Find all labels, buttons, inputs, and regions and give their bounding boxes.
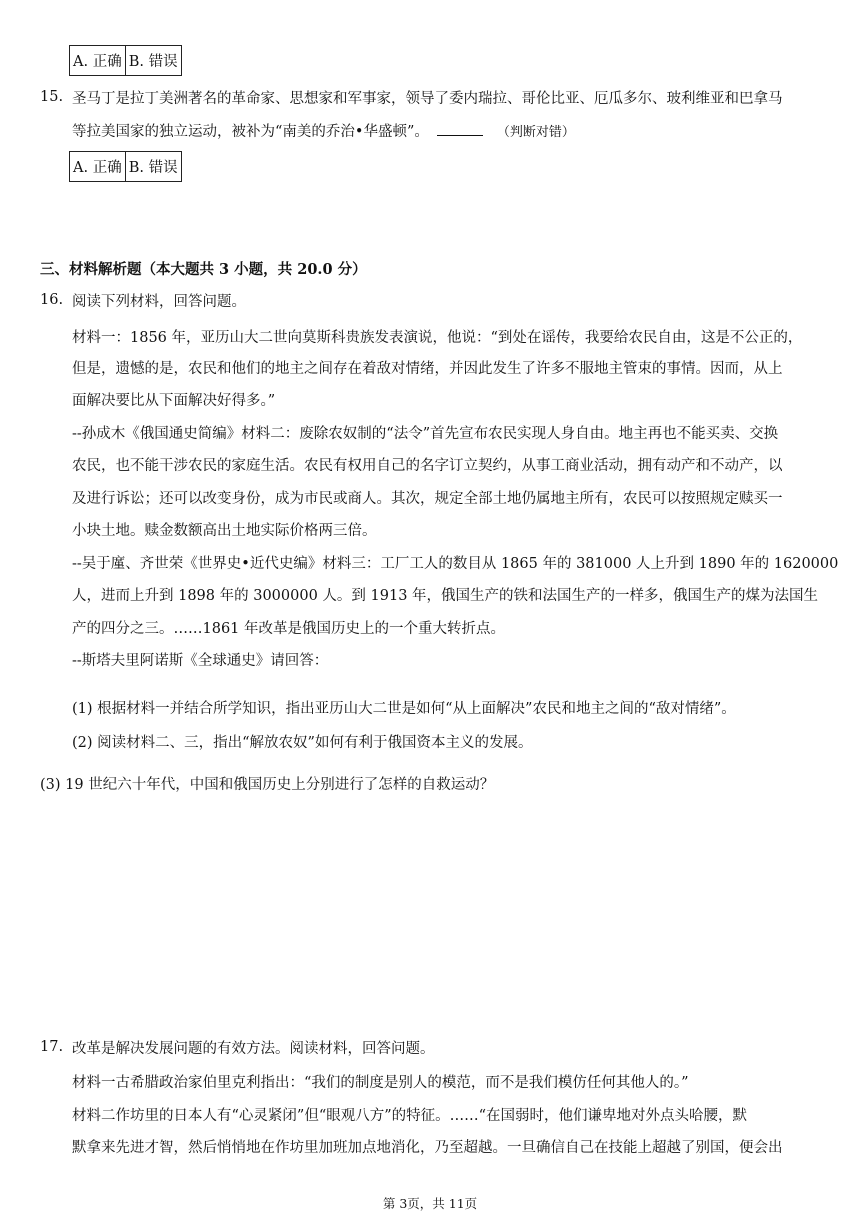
q15-hint: （判断对错） (496, 125, 575, 140)
q16-intro: 阅读下列材料，回答问题。 (72, 294, 246, 310)
q14-option-a[interactable]: A. 正确 (70, 46, 126, 76)
q17-material2-line2: 默拿来先进才智，然后悄悄地在作坊里加班加点地消化，乃至超越。一旦确信自己在技能上超越了别国，便会出 (72, 1140, 783, 1156)
q15-number: 15. (40, 89, 64, 105)
q16-material1-line1: 材料一：1856 年，亚历山大二世向莫斯科贵族发表演说，他说：“到处在谣传，我要给农民自由，这是不公正的， (72, 330, 803, 346)
q16-material2-line1: --孙成木《俄国通史简编》材料二：废除农奴制的“法令”首先宣布农民实现人身自由。地主再也不能买卖、交换 (72, 426, 779, 442)
q17-number: 17. (40, 1039, 64, 1055)
q17-material2-line1: 材料二作坊里的日本人有“心灵紧闭”但“眼观八方”的特征。……“在国弱时，他们谦卑地对外点头哈腰，默 (72, 1108, 748, 1124)
q16-subquestion-3: (3) 19 世纪六十年代，中国和俄国历史上分别进行了怎样的自救运动？ (40, 777, 495, 793)
q14-option-b[interactable]: B. 错误 (125, 46, 181, 76)
q15-text-line2 (72, 121, 575, 143)
q16-source3: --斯塔夫里阿诺斯《全球通史》请回答： (72, 653, 329, 669)
q15-option-a[interactable]: A. 正确 (70, 152, 126, 182)
q16-material3-line2: 人，进而上升到 1898 年的 3000000 人。到 1913 年，俄国生产的铁和法国生产的一样多，俄国生产的煤为法国生 (72, 588, 819, 604)
q15-options-table (69, 151, 182, 182)
q16-subquestion-1: (1) 根据材料一并结合所学知识，指出亚历山大二世是如何“从上面解决”农民和地主之间的“敌对情绪”。 (72, 701, 736, 717)
q16-material3-line3: 产的四分之三。……1861 年改革是俄国历史上的一个重大转折点。 (72, 621, 506, 637)
section3-heading: 三、材料解析题（本大题共 3 小题，共 20.0 分） (40, 261, 367, 278)
q16-subquestion-2: (2) 阅读材料二、三，指出“解放农奴”如何有利于俄国资本主义的发展。 (72, 735, 533, 751)
q15-text-line1: 圣马丁是拉丁美洲著名的革命家、思想家和军事家，领导了委内瑞拉、哥伦比亚、厄瓜多尔、玻利维亚和巴拿马 (72, 91, 783, 107)
q16-number: 16. (40, 292, 64, 308)
q17-intro: 改革是解决发展问题的有效方法。阅读材料，回答问题。 (72, 1041, 435, 1057)
q17-material1: 材料一古希腊政治家伯里克利指出：“我们的制度是别人的模范，而不是我们模仿任何其他人的。” (72, 1075, 689, 1091)
q14-options-table (69, 45, 182, 76)
q15-answer-blank[interactable] (437, 121, 483, 136)
q16-material2-line4: 小块土地。赎金数额高出土地实际价格两三倍。 (72, 523, 377, 539)
q16-material2-line3: 及进行诉讼；还可以改变身份，成为市民或商人。其次，规定全部土地仍属地主所有，农民可以按照规定赎买一 (72, 491, 783, 507)
q15-text-line2-body: 等拉美国家的独立运动，被补为“南美的乔治•华盛顿”。 (72, 124, 429, 140)
q16-material1-line3: 面解决要比从下面解决好得多。” (72, 393, 276, 409)
page-footer: 第 3页，共 11页 (382, 1196, 478, 1211)
q16-material2-line2: 农民，也不能干涉农民的家庭生活。农民有权用自己的名字订立契约，从事工商业活动，拥有动产和不动产，以 (72, 458, 783, 474)
q15-option-b[interactable]: B. 错误 (125, 152, 181, 182)
q16-material1-line2: 但是，遗憾的是，农民和他们的地主之间存在着敌对情绪，并因此发生了许多不服地主管束的事情。因而，从上 (72, 361, 783, 377)
q16-material3-line1: --吴于廑、齐世荣《世界史•近代史编》材料三：工厂工人的数目从 1865 年的 381000 人上升到 1890 年的 1620000 (72, 556, 839, 572)
